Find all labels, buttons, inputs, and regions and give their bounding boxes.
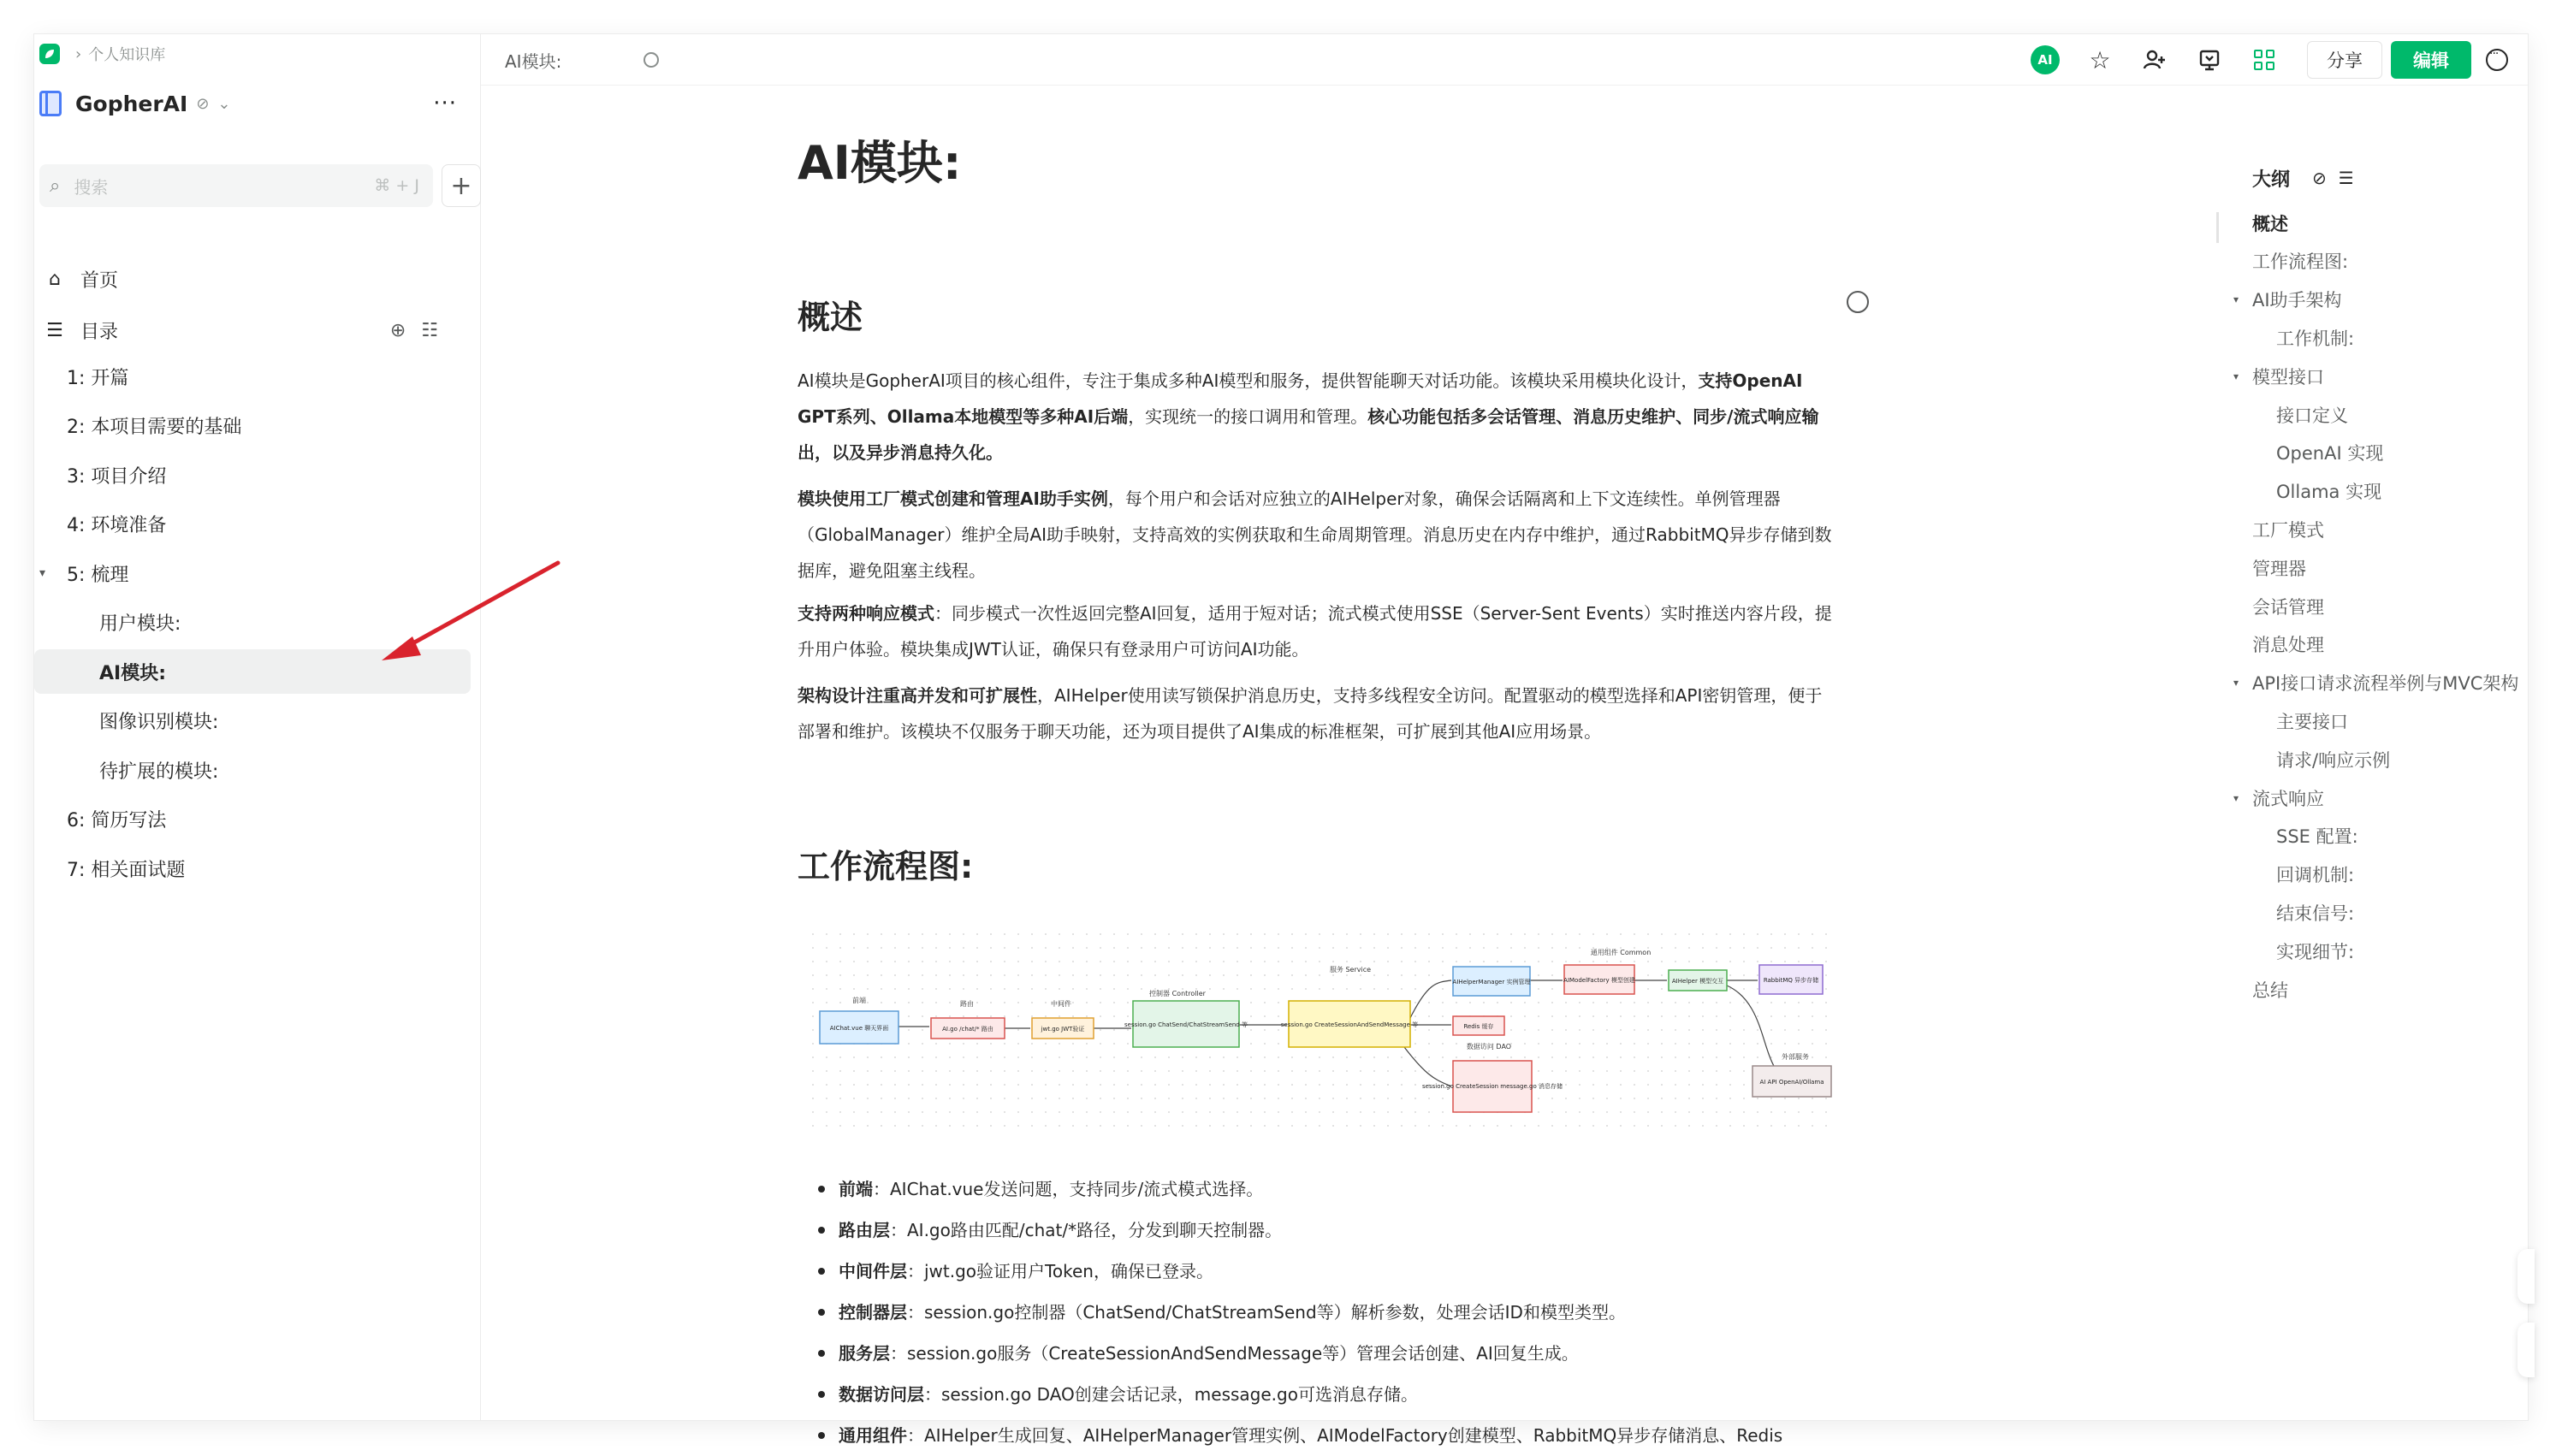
outline-item[interactable] <box>2252 548 2306 587</box>
doc-breadcrumb-title[interactable]: AI模块: <box>505 50 562 72</box>
outline-item[interactable] <box>2276 701 2348 740</box>
diagram-node: AI API OpenAI/Ollama <box>1759 1079 1824 1086</box>
diagram-node: jwt.go JWT验证 <box>1041 1026 1085 1033</box>
page-title: AI模块: <box>798 136 962 190</box>
list-item: 控制器层：session.go控制器（ChatSend/ChatStreamSend等）解析参数，处理会话ID和模型类型。 <box>818 1292 1853 1333</box>
collapse-list-icon[interactable]: ☷ <box>421 319 454 341</box>
diagram-node: session.go CreateSession message.go 消息存储 <box>1422 1083 1563 1090</box>
outline-item[interactable] <box>2276 434 2383 472</box>
outline-item-label: 回调机制: <box>2276 865 2355 886</box>
breadcrumb <box>39 39 165 68</box>
outline-item-label: 结束信号: <box>2276 903 2355 924</box>
outline-panel <box>2216 34 2541 1420</box>
outline-item-label: 工厂模式 <box>2252 519 2324 541</box>
book-name[interactable]: GopherAI <box>75 91 188 116</box>
list-item: 通用组件：AIHelper生成回复、AIHelperManager管理实例、AIModelFactory创建模型、RabbitMQ异步存储消息、Redis <box>818 1415 1853 1456</box>
toc-item-label: 7: 相关面试题 <box>67 859 186 881</box>
app-logo-icon[interactable] <box>39 44 60 64</box>
toc-item[interactable] <box>34 354 471 399</box>
outline-item-label: 管理器 <box>2252 558 2306 579</box>
outline-item-label: 会话管理 <box>2252 596 2324 618</box>
caret-down-icon[interactable]: ▾ <box>2233 370 2239 382</box>
outline-item[interactable] <box>2252 242 2348 281</box>
book-header <box>39 82 476 125</box>
diagram-group: 前端 <box>852 997 866 1004</box>
toc-item-label: AI模块: <box>99 662 167 684</box>
toc-item[interactable] <box>34 797 471 842</box>
hide-outline-icon[interactable]: ⊘ <box>2312 168 2327 188</box>
paragraph-architecture: 架构设计注重高并发和可扩展性，AIHelper使用读写锁保护消息历史，支持多线程安全访问。配置驱动的模型选择和API密钥管理，便于部署和维护。该模块不仅服务于聊天功能，还为项目提供了AI集成的标准框架，可扩展到其他AI应用场景。 <box>798 685 1823 742</box>
list-item: 数据访问层：session.go DAO创建会话记录，message.go可选消息存储。 <box>818 1374 1853 1415</box>
add-button[interactable]: + <box>442 164 481 207</box>
diagram-node: AIModelFactory 模型创建 <box>1563 977 1635 984</box>
document-area <box>481 34 2528 1446</box>
diagram-node: session.go ChatSend/ChatStreamSend 等 <box>1124 1021 1248 1028</box>
ai-badge: AI <box>2031 45 2060 74</box>
outline-item[interactable] <box>2233 778 2324 817</box>
outline-item-label: 模型接口 <box>2252 366 2324 388</box>
toc-item-label: 1: 开篇 <box>67 367 129 389</box>
toc-item-label: 4: 环境准备 <box>67 515 167 536</box>
diagram-node: AIHelperManager 实例管理 <box>1452 979 1531 985</box>
toc-item[interactable] <box>34 453 471 497</box>
share-button[interactable]: 分享 <box>2307 41 2382 79</box>
outline-item-label: 工作机制: <box>2276 328 2355 349</box>
diagram-node: AIChat.vue 聊天界面 <box>829 1025 889 1032</box>
toc-item-label: 待扩展的模块: <box>99 761 219 783</box>
layer-bullet-list <box>818 1169 1853 1456</box>
toc-item[interactable] <box>34 404 471 448</box>
book-icon <box>39 91 62 116</box>
outline-item-label: 流式响应 <box>2252 788 2324 809</box>
outline-item-label: 消息处理 <box>2252 635 2324 656</box>
caret-down-icon[interactable]: ▾ <box>2233 791 2239 804</box>
toc-item-label: 图像识别模块: <box>99 712 219 733</box>
outline-item[interactable] <box>2233 357 2324 395</box>
outline-item[interactable] <box>2276 318 2354 357</box>
diagram-group: 路由 <box>960 1000 974 1008</box>
toc-item-label: 用户模块: <box>99 613 181 635</box>
toc-item-label: 6: 简历写法 <box>67 810 167 832</box>
diagram-group: 服务 Service <box>1329 966 1372 974</box>
outline-item[interactable] <box>2276 472 2381 511</box>
caret-down-icon[interactable]: ▾ <box>2233 293 2239 306</box>
paragraph-factory: 模块使用工厂模式创建和管理AI助手实例，每个用户和会话对应独立的AIHelper对象，确保会话隔离和上下文连续性。单例管理器（GlobalManager）维护全局AI助手映射，支持高效的实例获取和生命周期管理。消息历史在内存中维护，通过RabbitMQ异步存储到数据库，避免阻塞主线程。 <box>798 488 1832 581</box>
paragraph-comment-icon[interactable] <box>1847 291 1869 313</box>
outline-item[interactable] <box>2252 970 2288 1009</box>
search-input[interactable] <box>39 164 433 207</box>
diagram-node: RabbitMQ 异步存储 <box>1763 977 1819 984</box>
outline-item-label: 接口定义 <box>2276 405 2348 426</box>
outline-item-label: 实现细节: <box>2276 941 2355 962</box>
search-shortcut: ⌘ + J <box>374 176 419 195</box>
breadcrumb-knowledge-base[interactable]: 个人知识库 <box>88 46 166 64</box>
list-icon: ☰ <box>46 319 63 341</box>
ai-assistant-button[interactable] <box>2018 34 2073 86</box>
outline-item-label: 概述 <box>2252 213 2288 234</box>
outline-title: 大纲 <box>2252 169 2291 191</box>
lock-icon: ⊘ <box>196 94 210 113</box>
toc-item[interactable] <box>34 699 471 743</box>
search-placeholder: 搜索 <box>74 176 109 198</box>
diagram-group: 通用组件 Common <box>1590 949 1652 956</box>
toc-item[interactable] <box>34 748 471 792</box>
outline-indicator <box>2216 212 2219 243</box>
outline-levels-icon[interactable]: ☰ <box>2338 168 2354 188</box>
list-item: 前端：AIChat.vue发送问题，支持同步/流式模式选择。 <box>818 1169 1853 1210</box>
paragraph-intro: AI模块是GopherAI项目的核心组件，专注于集成多种AI模型和服务，提供智能聊天对话功能。该模块采用模块化设计，支持OpenAI GPT系列、Ollama本地模型等多种AI后端，实现统一的接口调用和管理。核心功能包括多会话管理、消息历史维护、同步/流式响应输出，以及异步消息持久化。 <box>798 370 1819 463</box>
diagram-group: 中间件 <box>1051 1000 1071 1008</box>
app-window <box>34 34 2528 1446</box>
home-icon: ⌂ <box>49 268 61 290</box>
outline-item[interactable] <box>2233 281 2342 319</box>
search-icon: ⌕ <box>50 175 61 197</box>
nav-toc-label: 目录 <box>80 321 119 343</box>
outline-item-label: Ollama 实现 <box>2276 482 2382 503</box>
status-icon[interactable] <box>643 52 659 68</box>
nav-home[interactable] <box>34 257 471 301</box>
outline-item[interactable] <box>2276 855 2354 894</box>
heading-workflow: 工作流程图: <box>798 848 974 885</box>
diagram-group: 外部服务 <box>1782 1053 1809 1061</box>
side-handle[interactable] <box>2518 1249 2535 1304</box>
add-collaborator-icon[interactable] <box>2127 34 2182 86</box>
outline-item-label: 总结 <box>2252 980 2288 1001</box>
outline-item-label: 主要接口 <box>2276 711 2348 732</box>
toc-item[interactable] <box>34 502 471 547</box>
outline-item[interactable] <box>2252 510 2324 548</box>
paragraph-response-modes: 支持两种响应模式：同步模式一次性返回完整AI回复，适用于短对话；流式模式使用SSE（Server-Sent Events）实时推送内容片段，提升用户体验。模块集成JWT认证，确保只有登录用户可访问AI功能。 <box>798 603 1832 660</box>
nav-home-label: 首页 <box>80 269 119 292</box>
toc-item-label: 5: 梳理 <box>67 564 129 586</box>
outline-item-label: AI助手架构 <box>2252 290 2342 311</box>
nav-toc[interactable] <box>34 308 471 352</box>
more-options-icon[interactable]: ··· <box>433 91 457 116</box>
star-icon[interactable]: ☆ <box>2089 45 2111 74</box>
heading-overview: 概述 <box>798 299 863 336</box>
outline-item[interactable] <box>2252 587 2324 625</box>
diagram-node: session.go CreateSessionAndSendMessage 等 <box>1280 1021 1419 1028</box>
list-item: 服务层：session.go服务（CreateSessionAndSendMessage等）管理会话创建、AI回复生成。 <box>818 1333 1853 1374</box>
doc-breadcrumb <box>505 34 659 86</box>
outline-item-label: SSE 配置: <box>2276 826 2358 848</box>
caret-down-icon[interactable]: ▾ <box>39 566 46 580</box>
chevron-right-icon: › <box>75 44 82 63</box>
chevron-down-icon[interactable]: ⌄ <box>217 94 231 113</box>
outline-item[interactable] <box>2276 740 2390 778</box>
caret-down-icon[interactable]: ▾ <box>2233 677 2239 690</box>
diagram-group: 数据访问 DAO <box>1466 1043 1512 1051</box>
outline-item[interactable] <box>2252 625 2324 664</box>
diagram-node: AI.go /chat/* 路由 <box>942 1026 993 1033</box>
outline-item-label: API接口请求流程举例与MVC架构 <box>2252 673 2519 695</box>
outline-item[interactable] <box>2252 204 2288 242</box>
outline-item[interactable] <box>2276 395 2348 434</box>
outline-item[interactable] <box>2276 893 2354 932</box>
outline-header <box>2252 161 2354 195</box>
toc-item-label: 3: 项目介绍 <box>67 465 167 488</box>
sidebar <box>34 34 481 1420</box>
outline-item-label: 工作流程图: <box>2252 252 2349 273</box>
list-item: 中间件层：jwt.go验证用户Token，确保已登录。 <box>818 1251 1853 1292</box>
outline-item[interactable] <box>2276 932 2354 970</box>
outline-item-label: OpenAI 实现 <box>2276 443 2384 465</box>
diagram-node: Redis 缓存 <box>1463 1023 1494 1030</box>
edit-button[interactable]: 编辑 <box>2391 41 2471 79</box>
outline-item[interactable] <box>2276 817 2358 855</box>
diagram-node: AIHelper 模型交互 <box>1671 978 1724 985</box>
workflow-diagram[interactable] <box>811 932 1838 1129</box>
outline-item[interactable] <box>2233 664 2519 702</box>
toc-item-label: 2: 本项目需要的基础 <box>67 417 242 438</box>
outline-item-label: 请求/响应示例 <box>2276 749 2391 771</box>
locate-icon[interactable]: ⊕ <box>389 319 422 341</box>
list-item: 路由层：AI.go路由匹配/chat/*路径，分发到聊天控制器。 <box>818 1210 1853 1251</box>
toc-item[interactable] <box>34 846 471 891</box>
side-handle[interactable] <box>2518 1323 2535 1377</box>
diagram-group: 控制器 Controller <box>1149 990 1206 997</box>
